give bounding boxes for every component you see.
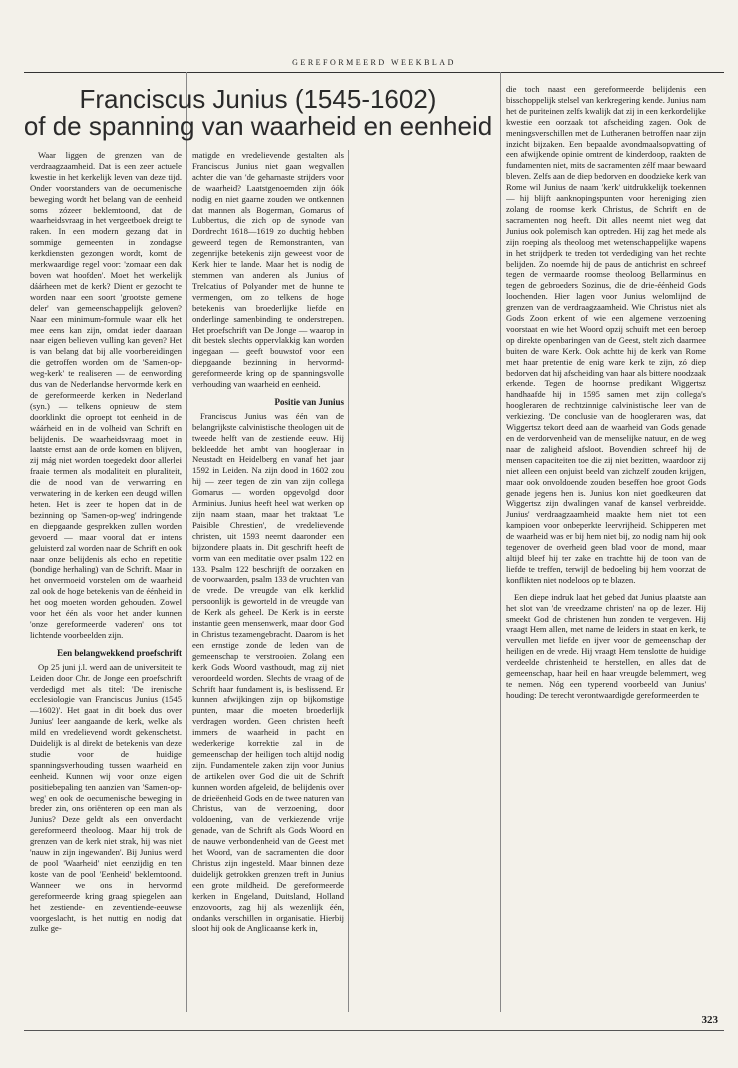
paragraph: Franciscus Junius was één van de belangrijkste calvinistische theologen uit de tweede helft van de zestiende eeuw. Hij bekleedde het ambt van hoogleraar in Neustadt en Heidelberg en vanaf het jaar 1592 in Leiden. Na zijn dood in 1602 zou hij — zeer tegen de zin van zijn collega Gomarus — worden opgevolgd door Arminius. Junius heeft heel wat werken op zijn naam staan, maar het traktaat 'Le Paisible Chrestien', de vredelievende christen, uit 1593 neemt daaronder een bijzondere plaats in. Dit geschrift heeft de vorm van een meditatie over psalm 122 en 133. Psalm 122 beschrijft de oorzaken en de voorwaarden, psalm 133 de vruchten van de vrede. De vreugde van elk kerklid persoonlijk is geworteld in de vreugde van de Kerk als geheel. De Kerk is in eerste instantie geen mensenwerk, maar door God in Christus tezamengebracht. Daarom is het een ernstige zonde de leden van de gemeenschap te verstrooien. Zolang een kerk Gods Woord vasthoudt, mag zij niet veroordeeld worden. Slechts de vraag of de Schrift haar fundament is, is beslissend. Er kunnen afwijkingen zijn op bijkomstige punten, maar die moeten broederlijk verdragen worden. Geen christen heeft immers de waarheid in pacht en wederkerige korrektie zal in de gemeenschap der heiligen toch altijd nodig zijn. Fundamentele zaken zijn voor Junius de artikelen over God die uit de Schrift kunnen worden afgeleid, de belijdenis over de drieëenheid Gods en de twee naturen van Christus, van de verzoening, door voldoening, van de verkiezende vrije genade, van de Schrift als Gods Woord en de nauwe verbondenheid van de Geest met het Woord, van de sacramenten die door Christus zijn ingesteld. Maar binnen deze duidelijk getrokken grenzen treft in Junius een grote mildheid. De gereformeerde kerken in Engeland, Duitsland, Holland enzovoorts, zag hij als wezenlijk één, ondanks verschillen in organisatie. Hierbij sloot hij ook de Anglicaanse kerk in, bbox=[192, 410, 344, 934]
header-rule bbox=[24, 72, 724, 73]
paragraph: Een diepe indruk laat het gebed dat Junius plaatste aan het slot van 'de vreedzame christen' na op de lezer. Hij smeekt God de christenen hun zonden te vergeven. Hij vraagt Hem allen, met name de leiders in staat en kerk, te vervullen met liefde en ijver voor de gemeenschap der heiligen en de vrede. Hij vraagt Hem tenslotte de huidige verdeelde christenheid te herstellen, en alles dat de gemeenschap, haar heil en haar vreugde belemmert, weg te nemen. Nóg een typerend voorbeeld van Junius' houding: De terecht verontwaardigde gereformeerden te bbox=[506, 591, 706, 700]
page-number: 323 bbox=[701, 1014, 718, 1026]
text-column-3 bbox=[506, 84, 706, 1012]
paragraph: die toch naast een gereformeerde belijdenis een bisschoppelijk stelsel van kerkregering kende. Junius nam het de puriteinen zelfs kwalijk dat zij in een kerkordelijke kwestie een oorzaak tot afscheiding zagen. Ook de meningsverschillen met de Lutheranen betroffen naar zijn inzicht bijzaken. Een bepaalde avondmaalsopvatting of een afwijkende opinie omtrent de kinderdoop, raakten de fundamenten niet, mits de sacramenten zélf maar bewaard bleven. Zelfs aan de diep bedorven en doodzieke kerk van Rome wil Junius de naam 'kerk' uitdrukkelijk toekennen — hij blijft aanknopingspunten voor hereniging zien zolang de roomse kerk Christus, de Schrift en de sacramenten nog heeft. Dit alles neemt niet weg dat Junius ook polemisch kan optreden. Hij zag het mede als zijn roeping als theoloog met wetenschappelijke wapens in het strijdperk te treden tot verdediging van het rechte belijden. Zo noemde hij de paus de antichrist en schreef tegen de vermaarde roomse theoloog Bellarminus en tegen de gebroeders Sozinus, die de drie-éénheid Gods loochenden. Hier lagen voor Junius welomlijnd de grenzen van de verdraagzaamheid. Wie Christus niet als Gods Zoon erkent of wie een algemene verzoening voorstaat en wie het Woord opzij schuift met een beroep op direkte openbaringen van de Geest, stelt zich daarmee buiten de ware Kerk. Ook achtte hij de kerk van Rome met haar pretentie de enig ware kerk te zijn, zó diep bedorven dat hij afscheiding van haar als bittere noodzaak erkende. Tegen de hoornse predikant Wiggertsz handhaafde hij in 1595 samen met zijn collega's hoogleraren de rechtzinnige calvinistische leer van de verkiezing. 'De conclusie van de hoogleraren was, dat Wiggertsz tekort deed aan de waarheid van Gods genade en de verdorvenheid van de menselijke natuur, en de weg naar de zaligheid afsloot. Bovendien schreef hij de mensen capaciteiten toe die zij niet bezitten, waardoor zij niet alleen een onjuist beeld van zichzelf zouden krijgen, maar ook onvoldoende zouden beseffen hoe groot Gods genade jegens hen is. Junius kon niet goedkeuren dat Wiggertsz zijn dwalingen vanaf de kansel verbreidde. Junius' verdraagzaamheid maakte hem niet tot een kampioen voor onbeperkte leervrijheid. Schipperen met de waarheid was er bij hem niet bij, zo nodig nam hij ook tegenover de overheid geen blad voor de mond, maar altijd bleef hij ter zake en trachtte hij de toon van de liefde te treffen, terwijl de bedoeling bij hem voorzat de konflikten niet nodeloos op te blazen. bbox=[506, 84, 706, 585]
footer-rule bbox=[24, 1030, 724, 1031]
paragraph: matigde en vredelievende gestalten als Franciscus Junius niet gaan wegvallen achter die van 'de geharnaste strijders voor de waarheid? Laatstgenoemden zijn óók nodig en niet gaarne zouden we ontkennen dat mannen als Bogerman, Gomarus of Lubbertus, die zich op de synode van Dordrecht 1618—1619 zo duchtig hebben geweerd tegen de Remonstranten, van zegenrijke betekenis zijn geweest voor de Kerk hier te lande. Maar het is nodig de stemmen van anderen als Junius of Trelcatius of Polyander met de hunne te vermengen, om zo telkens de hoge betekenis van broederlijke liefde en onderlinge samenbinding te onderstrepen. Het proefschrift van De Jonge — waarop in dit bestek slechts oppervlakkig kan worden ingegaan — geeft bouwstof voor een diepgaande bezinning in hervormd-gereformeerde kring op de spanningsvolle verhouding van waarheid en eenheid. bbox=[192, 150, 344, 390]
column-divider bbox=[348, 150, 349, 1012]
article-title-line2: of de spanning van waarheid en eenheid bbox=[23, 111, 493, 141]
article-title-line1: Franciscus Junius (1545-1602) bbox=[79, 84, 437, 114]
column-divider bbox=[500, 72, 501, 1012]
article-title bbox=[22, 86, 494, 140]
section-heading: Positie van Junius bbox=[274, 396, 344, 407]
section-heading: Een belangwekkend proefschrift bbox=[57, 647, 182, 658]
text-column-1 bbox=[30, 150, 182, 1012]
running-header: GEREFORMEERD WEEKBLAD bbox=[292, 58, 456, 67]
paragraph: Waar liggen de grenzen van de verdraagzaamheid. Dat is een zeer actuele kwestie in het kerkelijk leven van deze tijd. Onder voorstanders van de oecumenische beweging wordt het belang van de eenheid soms zózeer beklemtoond, dat de waarheidsvraag in het vergeetboek dreigt te raken. In een modern gezang dat in sommige gemeenten in zondagse kerkdiensten gezongen wordt, komt de merkwaardige regel voor: 'zomaar een dak boven wat hoofden'. Moet het werkelijk dáárheen met de kerk? Dient er gezocht te worden naar een soort 'grootste gemene deler' van gemeenschappelijk geloven? Naar een minimum-formule waar elk het mee eens kan zijn, omdat ieder daaraan naar eigen believen vulling kan geven? Het is van belang dat bij alle voorbereidingen die getroffen worden om de 'Samen-op-weg-kerk' te realiseren — de eenwording dus van de Nederlandse hervormde kerk en de gereformeerde kerken in Nederland (syn.) — telkens opnieuw de stem doorklinkt die oproept tot eenheid in de wáárheid en in de volheid van Schrift en belijdenis. De waarheidsvraag moet in laatste ernst aan de orde komen en blijven, zij mág niet worden toegedekt door allerlei fraaie termen als modaliteit en pluraliteit, die de nood van de verwarring en verwatering in de kerken een deugd willen heten. Het is zeer te hopen dat in de bezinning op 'Samen-op-weg' indringende en diepgaande gesprekken zullen worden gevoerd — maar vooral dat er intens geluisterd zal worden naar de Schrift en ook naar onze belijdenis als echo en repetitie (bondige herhaling) van de Schrift. Maar in het onvermoeid vorstelen om de waarheid zal ook de hoge betekenis van de éénheid in het oog moeten worden gehouden. Zowel voor het één als voor het ander kunnen 'onze gereformeerde vaderen' ons tot lichtende voorbeelden zijn. bbox=[30, 150, 182, 640]
text-column-2 bbox=[192, 150, 344, 1012]
column-divider bbox=[186, 72, 187, 1012]
paragraph: Op 25 juni j.l. werd aan de universiteit te Leiden door Chr. de Jonge een proefschrift verdedigd met als titel: 'De irenische ecclesiologie van Franciscus Junius (1545—1602)'. Het gaat in dit boek dus over Junius' leer aangaande de kerk, welke als mild en vredelievend wordt gekenschetst. Duidelijk is al direkt de betekenis van deze studie voor de huidige spanningsverhouding tussen waarheid en eenheid. Kunnen wij voor onze eigen positiebepaling ten aanzien van 'Samen-op-weg' en ook de oecumenische beweging in breder zin, ons oriënteren op een man als Junius? Deze geldt als een onverdacht gereformeerd theoloog. Maar hij trok de grenzen van de kerk niet strak, hij was niet 'nauw in zijn ingewanden'. Bij Junius werd de pool 'Waarheid' niet eenzijdig en ten koste van de pool 'Eenheid' beklemtoond. Wanneer we ons in hervormd gereformeerde kring graag spiegelen aan het zestiende- en zeventiende-eeuwse voorgeslacht, is het nuttig en nodig dat zulke ge- bbox=[30, 661, 182, 934]
